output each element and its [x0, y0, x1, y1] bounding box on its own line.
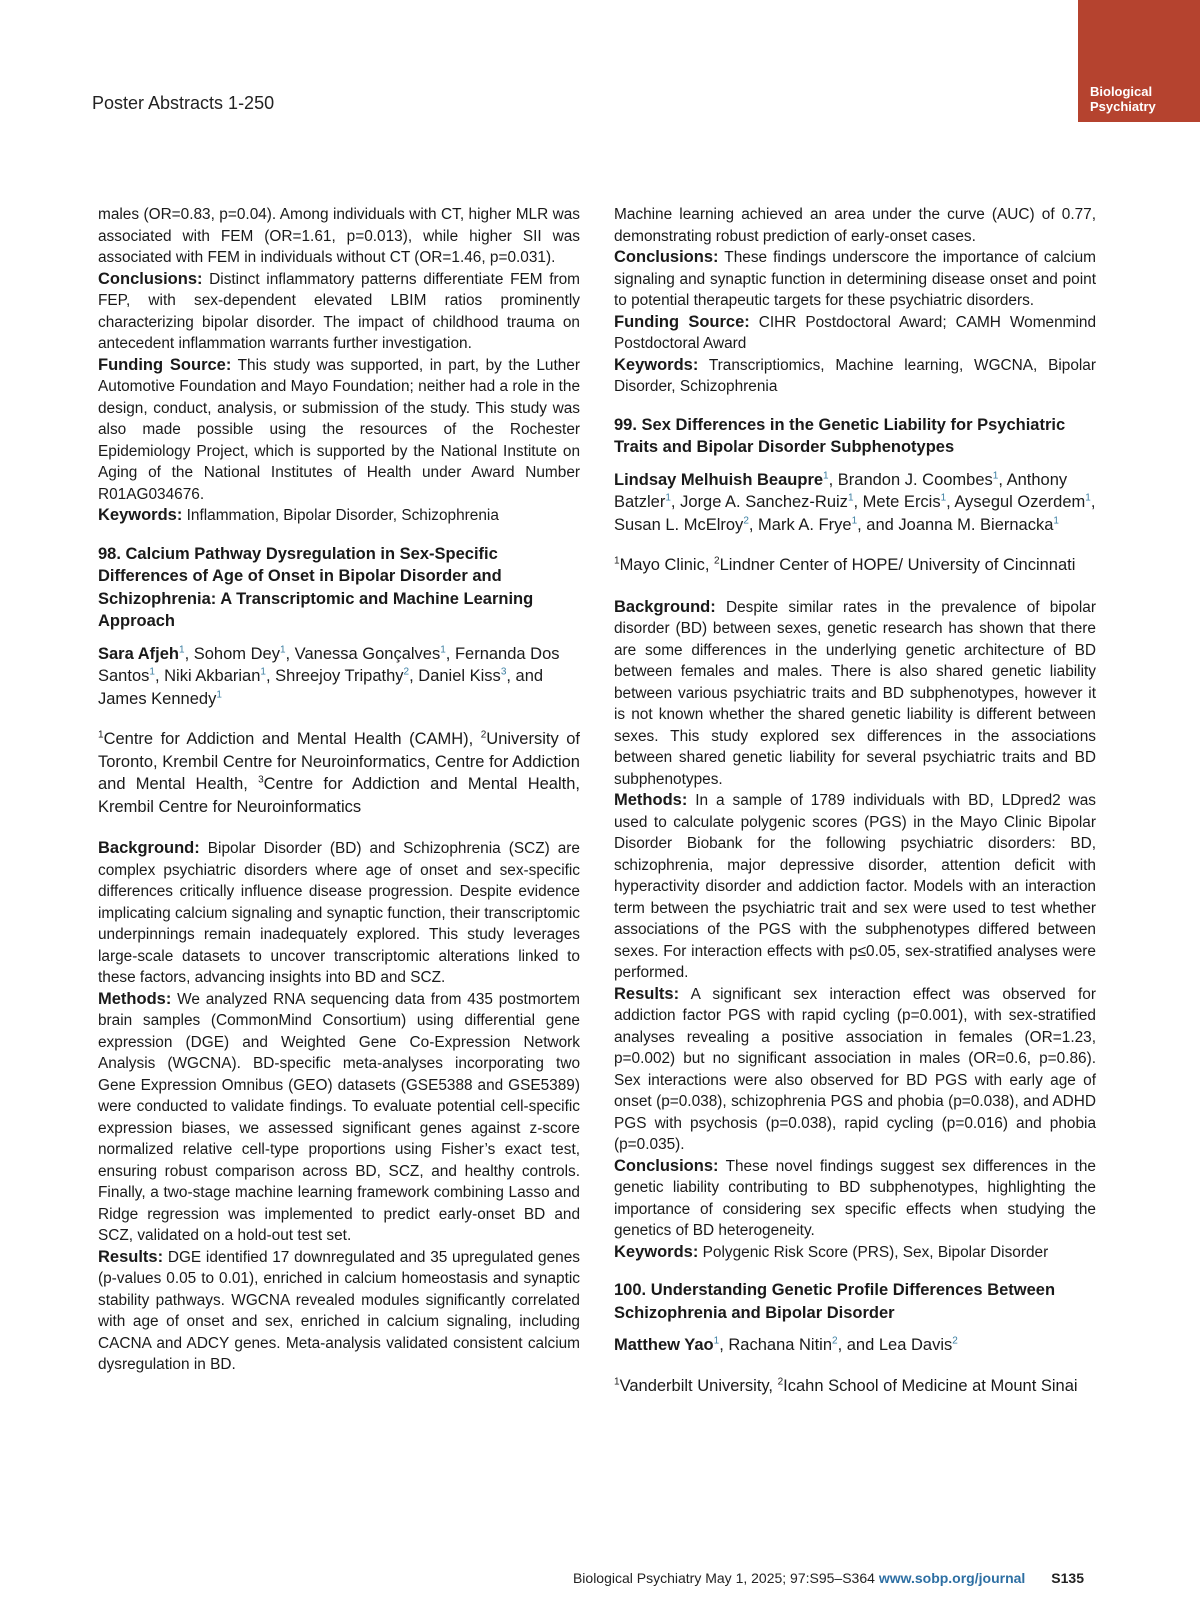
abstract-100-affiliations: $^1$Vanderbilt University, $^2$Icahn School of Medicine at Mount Sinai	[614, 1376, 1078, 1395]
abstract-98-results: Results: DGE identified 17 downregulated and 35 upregulated genes (p-values 0.05 to 0.01), enriched in calcium homeostasis and synaptic stability pathways. WGCNA revealed modules significantly correlated with age of onset and sex, enriched in calcium signaling, including CACNA and ADCY genes. Meta-analysis validated consistent calcium dysregulation in BD.	[98, 1247, 580, 1373]
abstract-98-title: 98. Calcium Pathway Dysregulation in Sex-Specific Differences of Age of Onset in Bipolar Disorder and Schizophrenia: A Transcriptomic and Machine Learning Approach	[98, 544, 534, 630]
conclusions-paragraph: Conclusions: Distinct inflammatory patterns differentiate FEM from FEP, with sex-dependent elevated LBIM ratios prominently characterizing bipolar disorder. The impact of childhood trauma on antecedent inflammation warrants further investigation.	[98, 269, 580, 352]
abstract-98-authors: Sara Afjeh$^1$, Sohom Dey$^1$, Vanessa Gonçalves$^1$, Fernanda Dos Santos$^1$, Niki Akbarian$^1$, Shreejoy Tripathy$^2$, Daniel Kiss$^3$, and James Kennedy$^1$	[98, 644, 560, 708]
funding-paragraph: Funding Source: This study was supported, in part, by the Luther Automotive Foundation and Mayo Foundation; neither had a role in the design, conduct, analysis, or submission of the study. This study was also made possible using the resources of the Rochester Epidemiology Project, which is supported by the National Institute on Aging of the National Institutes of Health under Award Number R01AG034676.	[98, 355, 580, 503]
abstract-100-authors: Matthew Yao$^1$, Rachana Nitin$^2$, and Lea Davis$^2$	[614, 1335, 958, 1354]
page-number: S135	[1051, 1570, 1084, 1586]
abstract-98-funding: Funding Source: CIHR Postdoctoral Award; CAMH Womenmind Postdoctoral Award	[614, 312, 1097, 352]
abstract-98-results-cont: Machine learning achieved an area under the curve (AUC) of 0.77, demonstrating robust prediction of early-onset cases.	[614, 206, 1096, 245]
abstract-98-methods: Methods: We analyzed RNA sequencing data from 435 postmortem brain samples (CommonMind Consortium) using differential gene expression (DGE) and Weighted Gene Co-Expression Network Analysis (WGCNA). BD-specific meta-analyses incorporating two Gene Expression Omnibus (GEO) datasets (GSE5388 and GSE5389) were conducted to validate findings. To evaluate potential cell-specific expression biases, we assessed significant genes against z-score normalized relative cell-type proportions using Fisher’s exact test, ensuring robust comparison across BD, SCZ, and healthy controls. Finally, a two-stage machine learning framework combining Lasso and Ridge regression was implemented to predict early-onset BD and SCZ, validated on a hold-out test set.	[98, 989, 580, 1244]
abstract-99-authors: Lindsay Melhuish Beaupre$^1$, Brandon J. Coombes$^1$, Anthony Batzler$^1$, Jorge A. Sanchez-Ruiz$^1$, Mete Ercis$^1$, Aysegul Ozerdem$^1$, Susan L. McElroy$^2$, Mark A. Frye$^1$, and Joanna M. Biernacka$^1$	[614, 470, 1096, 534]
abstract-99-keywords: Keywords: Polygenic Risk Score (PRS), Sex, Bipolar Disorder	[614, 1242, 1049, 1261]
journal-url-link[interactable]: www.sobp.org/journal	[878, 1570, 1026, 1586]
left-column	[98, 204, 580, 1376]
abstract-98-background: Background: Bipolar Disorder (BD) and Schizophrenia (SCZ) are complex psychiatric disorders where age of onset and sex-specific differences critically influence disease progression. Despite evidence implicating calcium signaling and synaptic function, their transcriptomic underpinnings remain inadequately explored. This study leverages large-scale datasets to uncover transcriptomic alterations linked to these factors, advancing insights into BD and SCZ.	[98, 839, 580, 986]
journal-brand-text: Biological Psychiatry	[1090, 84, 1156, 114]
abstract-98-affiliations: $^1$Centre for Addiction and Mental Health (CAMH), $^2$University of Toronto, Krembil Centre for Neuroinformatics, Centre for Addiction and Mental Health, $^3$Centre for Addiction and Mental Health, Krembil Centre for Neuroinformatics	[98, 729, 580, 816]
keywords-paragraph: Keywords: Inflammation, Bipolar Disorder, Schizophrenia	[98, 506, 499, 524]
abstract-99-affiliations: $^1$Mayo Clinic, $^2$Lindner Center of HOPE/ University of Cincinnati	[614, 555, 1076, 574]
abstract-99-results: Results: A significant sex interaction effect was observed for addiction factor PGS with rapid cycling (p=0.001), with sex-stratified analyses revealing a positive association in females (OR=1.23, p=0.002) but no significant association in males (OR=0.6, p=0.86). Sex interactions were also observed for BD PGS with early age of onset (p=0.038), schizophrenia PGS and phobia (p=0.038), and ADHD PGS with psychosis (p=0.038), rapid cycling (p=0.016) and phobia (p=0.035).	[614, 984, 1096, 1153]
abstract-99-conclusions: Conclusions: These novel findings suggest sex differences in the genetic liability contributing to BD subphenotypes, highlighting the importance of considering sex specific effects when studying the genetics of BD heterogeneity.	[614, 1156, 1096, 1239]
abstract-98-conclusions: Conclusions: These findings underscore the importance of calcium signaling and synaptic function in determining disease onset and point to potential therapeutic targets for these psychiatric disorders.	[614, 248, 1096, 309]
journal-brand-tab	[1078, 0, 1200, 122]
abstract-100-title: 100. Understanding Genetic Profile Differences Between Schizophrenia and Bipolar Disorder	[614, 1281, 1056, 1322]
section-header: Poster Abstracts 1-250	[92, 93, 275, 113]
continued-results: males (OR=0.83, p=0.04). Among individuals with CT, higher MLR was associated with FEM (OR=1.61, p=0.013), while higher SII was associated with FEM in individuals without CT (OR=1.46, p=0.031).	[98, 206, 580, 266]
abstract-99-background: Background: Despite similar rates in the prevalence of bipolar disorder (BD) between sexes, genetic research has shown that there are some differences in the underlying genetic architecture of BD between females and males. There is also shared genetic liability between various psychiatric traits and BD subphenotypes, however it is not known whether the shared genetic liability is different between sexes. This study explored sex differences in the associations between shared genetic liability for several psychiatric traits and BD subphenotypes.	[614, 597, 1096, 788]
footer-citation: Biological Psychiatry May 1, 2025; 97:S95–S364	[572, 1570, 879, 1586]
right-column	[614, 204, 1096, 1417]
abstract-98-keywords: Keywords: Transcriptiomics, Machine learning, WGCNA, Bipolar Disorder, Schizophrenia	[614, 355, 1096, 395]
page-footer	[573, 1570, 1084, 1586]
abstract-99-title: 99. Sex Differences in the Genetic Liability for Psychiatric Traits and Bipolar Disorder Subphenotypes	[614, 415, 1066, 456]
abstract-99-methods: Methods: In a sample of 1789 individuals with BD, LDpred2 was used to calculate polygenic scores (PGS) in the Mayo Clinic Bipolar Disorder Biobank for the following psychiatric disorders: BD, schizophrenia, major depressive disorder, attention deficit with hyperactivity disorder and addiction factor. Models with an interaction term between the psychiatric trait and sex were used to test whether associations of the PGS with the subphenotypes differed between sexes. For interaction effects with p≤0.05, sex-stratified analyses were performed.	[614, 791, 1096, 981]
